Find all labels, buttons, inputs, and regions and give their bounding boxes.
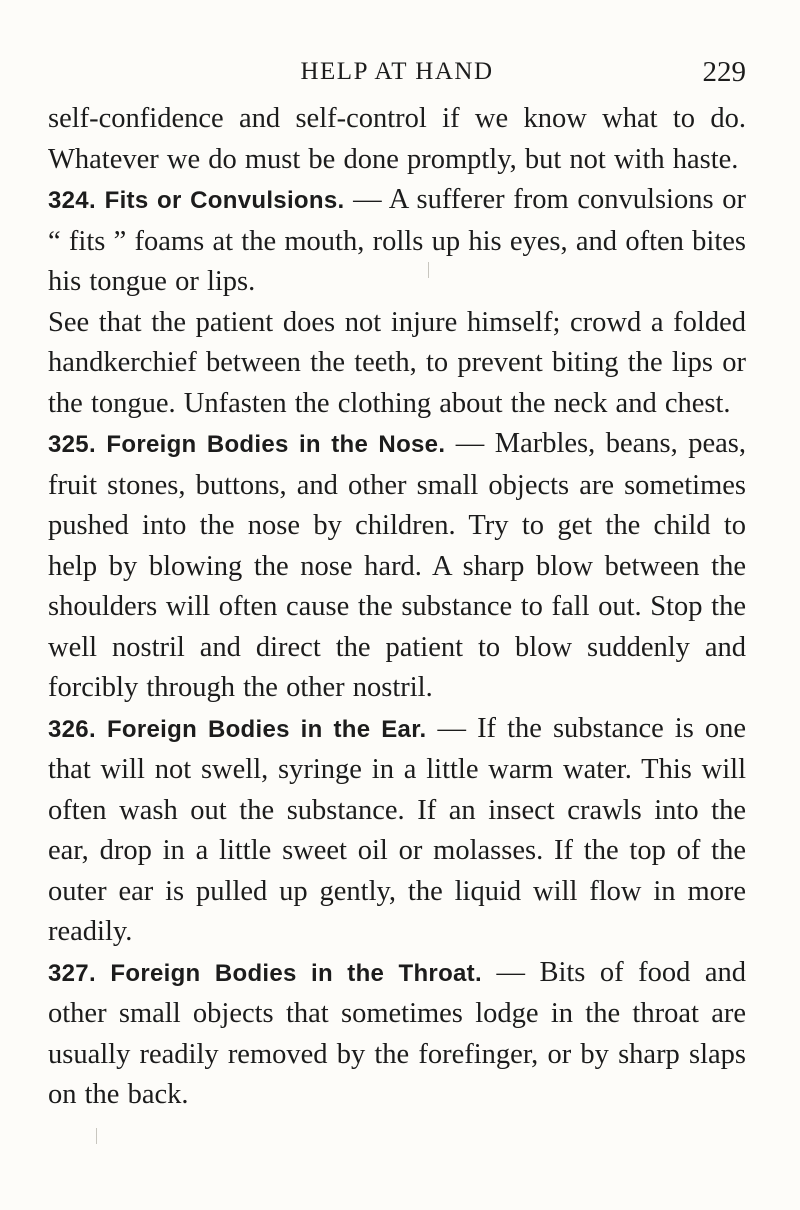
section-number: 327.	[48, 959, 96, 987]
paper-speck	[96, 1128, 97, 1144]
section-text: — A sufferer from convulsions or “ fits ” foams at the mouth, rolls up his eyes, and often bites his tongue or lips.	[48, 184, 747, 297]
paper-speck	[428, 262, 429, 278]
paragraph-continuation	[48, 99, 746, 180]
section-327	[48, 953, 746, 1116]
section-number: 324.	[48, 187, 96, 214]
running-title: HELP AT HAND	[300, 58, 494, 85]
section-text: — Marbles, beans, peas, fruit stones, buttons, and other small objects are sometimes pushed into the nose by children. Try to get the child to help by blowing the nose hard. A sharp blow between the shoulders will often cause the substance to fall out. Stop the well nostril and direct the patient to blow suddenly and forcibly through the other nostril.	[48, 428, 747, 703]
section-number: 325.	[48, 431, 96, 458]
paragraph-text: See that the patient does not injure himself; crowd a folded handkerchief between the teeth, to prevent biting the lips or the tongue. Unfasten the clothing about the neck and chest.	[48, 306, 746, 419]
section-number: 326.	[48, 715, 96, 743]
page-number: 229	[702, 56, 746, 88]
body-text	[48, 99, 746, 1116]
section-title: Foreign Bodies in the Nose.	[106, 431, 446, 458]
paragraph-text: self-confidence and self-control if we know what to do. Whatever we do must be done promptly, but not with haste.	[48, 103, 746, 175]
section-title: Foreign Bodies in the Throat.	[110, 959, 482, 987]
section-title: Fits or Convulsions.	[104, 187, 345, 214]
section-title: Foreign Bodies in the Ear.	[106, 715, 427, 743]
section-326	[48, 709, 746, 953]
section-324	[48, 180, 746, 303]
running-head	[48, 52, 746, 92]
section-text: — If the substance is one that will not swell, syringe in a little warm water. This will often wash out the substance. If an insect crawls into the ear, drop in a little sweet oil or molasses. If the top of the outer ear is pulled up gently, the liquid will flow in more readily.	[48, 712, 746, 947]
section-text: — Bits of food and other small objects that sometimes lodge in the throat are usually readily removed by the forefinger, or by sharp slaps on the back.	[48, 956, 746, 1110]
paragraph-convulsions-care	[48, 303, 746, 425]
section-325	[48, 424, 746, 709]
